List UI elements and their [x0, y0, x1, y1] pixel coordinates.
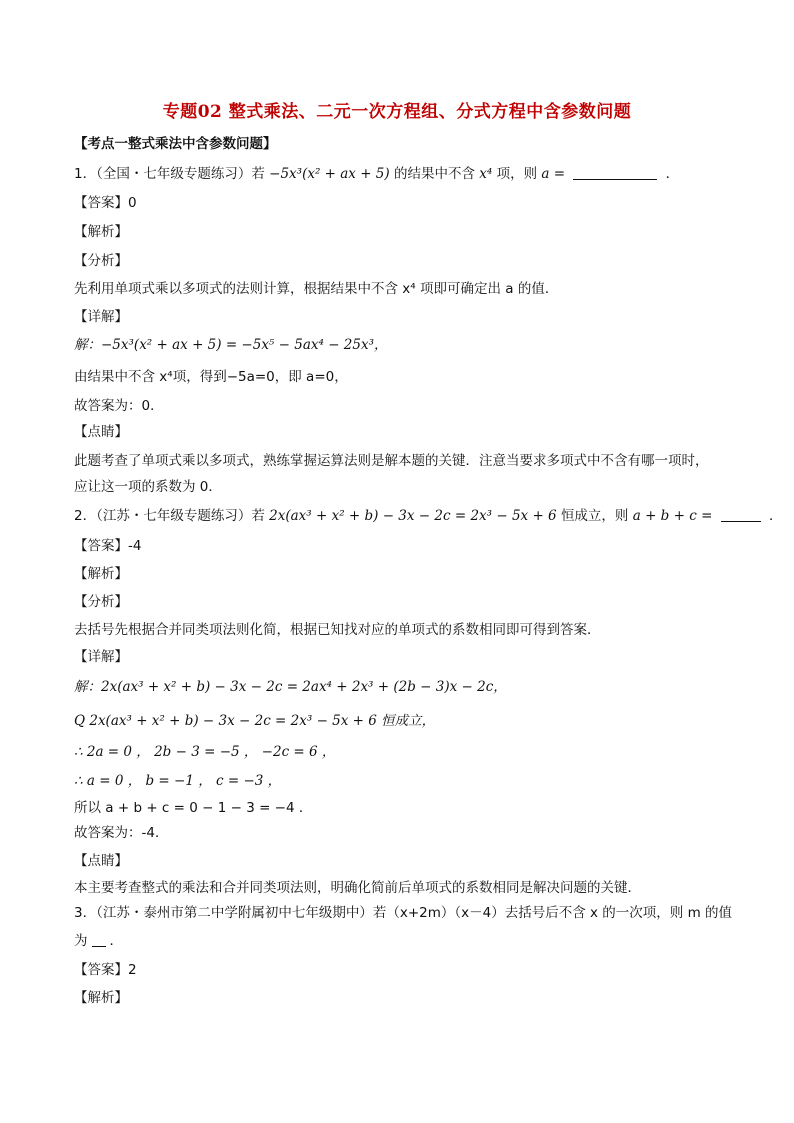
q1-dianjing-line-1: 此题考查了单项式乘以多项式，熟练掌握运算法则是解本题的关键．注意当要求多项式中不含有哪一项时， [74, 453, 709, 469]
q1-end: ． [665, 166, 680, 182]
q1-a-eq: a = [541, 166, 566, 182]
q2-dianjing-line-1: 本主要考查整式的乘法和合并同类项法则，明确化简前后单项式的系数相同是解决问题的关键． [74, 880, 641, 896]
q2-xiangjie-label: 【详解】 [74, 649, 128, 665]
q2-step-4: ∴ a = 0 ， b = −1 ， c = −3 ， [74, 773, 282, 789]
q1-expression: −5x³(x² + ax + 5) [269, 166, 390, 182]
q1-fenxi-label: 【分析】 [74, 253, 128, 269]
q2-answer: 【答案】-4 [74, 538, 142, 554]
q1-answer-blank[interactable] [573, 165, 657, 180]
question-1-stem [74, 164, 754, 184]
q2-expression: 2x(ax³ + x² + b) − 3x − 2c = 2x³ − 5x + 6 [269, 508, 557, 524]
q1-answer: 【答案】0 [74, 195, 137, 211]
q2-step-1: 解：2x(ax³ + x² + b) − 3x − 2c = 2ax⁴ + 2x³ + (2b − 3)x − 2c， [74, 679, 507, 695]
q2-end: ． [768, 508, 783, 524]
q2-step-5: 所以 a + b + c = 0 − 1 − 3 = −4 ． [74, 800, 313, 816]
q2-abc: a + b + c = [632, 508, 713, 524]
q3-answer-blank[interactable] [92, 932, 106, 947]
document-title: 专题02 整式乘法、二元一次方程组、分式方程中含参数问题 [162, 102, 632, 122]
q1-dianjing-label: 【点睛】 [74, 424, 128, 440]
q3-answer: 【答案】2 [74, 962, 137, 978]
q2-stem-prefix: 2．（江苏・七年级专题练习）若 [74, 508, 265, 524]
q3-line2-prefix: 为 [74, 933, 88, 949]
q3-line2-end: ． [109, 933, 123, 949]
q1-step-3: 故答案为：0． [74, 398, 164, 414]
question-3-stem-line-1: 3．（江苏・泰州市第二中学附属初中七年级期中）若（x+2m）（x－4）去括号后不含 x 的一次项，则 m 的值 [74, 905, 733, 921]
q2-step-3: ∴ 2a = 0 ， 2b − 3 = −5 ， −2c = 6 ， [74, 744, 336, 760]
q1-dianjing-line-2: 应让这一项的系数为 0． [74, 479, 222, 495]
q1-jiexi-label: 【解析】 [74, 224, 128, 240]
q1-step-2: 由结果中不含 x⁴项，得到−5a=0，即 a=0， [74, 369, 348, 385]
question-2-stem [74, 506, 783, 526]
q2-step-2: Q 2x(ax³ + x² + b) − 3x − 2c = 2x³ − 5x + 6 恒成立， [74, 713, 436, 729]
q2-answer-blank[interactable] [721, 507, 761, 522]
q2-fenxi-label: 【分析】 [74, 594, 128, 610]
q1-stem-mid2: 项，则 [496, 166, 538, 182]
q1-fenxi-text: 先利用单项式乘以多项式的法则计算，根据结果中不含 x⁴ 项即可确定出 a 的值． [74, 281, 559, 297]
q2-stem-mid: 恒成立，则 [560, 508, 629, 524]
q1-stem-mid: 的结果中不含 [393, 166, 475, 182]
q1-stem-prefix: 1．（全国・七年级专题练习）若 [74, 166, 265, 182]
q1-xiangjie-label: 【详解】 [74, 309, 128, 325]
q2-step-6: 故答案为：-4． [74, 825, 169, 841]
q2-jiexi-label: 【解析】 [74, 566, 128, 582]
q2-dianjing-label: 【点睛】 [74, 853, 128, 869]
q2-fenxi-text: 去括号先根据合并同类项法则化简，根据已知找对应的单项式的系数相同即可得到答案． [74, 622, 601, 638]
question-3-stem-line-2 [74, 931, 754, 951]
q1-step-1: 解：−5x³(x² + ax + 5) = −5x⁵ − 5ax⁴ − 25x³， [74, 337, 388, 353]
section-heading: 【考点一整式乘法中含参数问题】 [74, 136, 277, 152]
q3-jiexi-label: 【解析】 [74, 990, 128, 1006]
q1-x4: x⁴ [479, 166, 493, 182]
